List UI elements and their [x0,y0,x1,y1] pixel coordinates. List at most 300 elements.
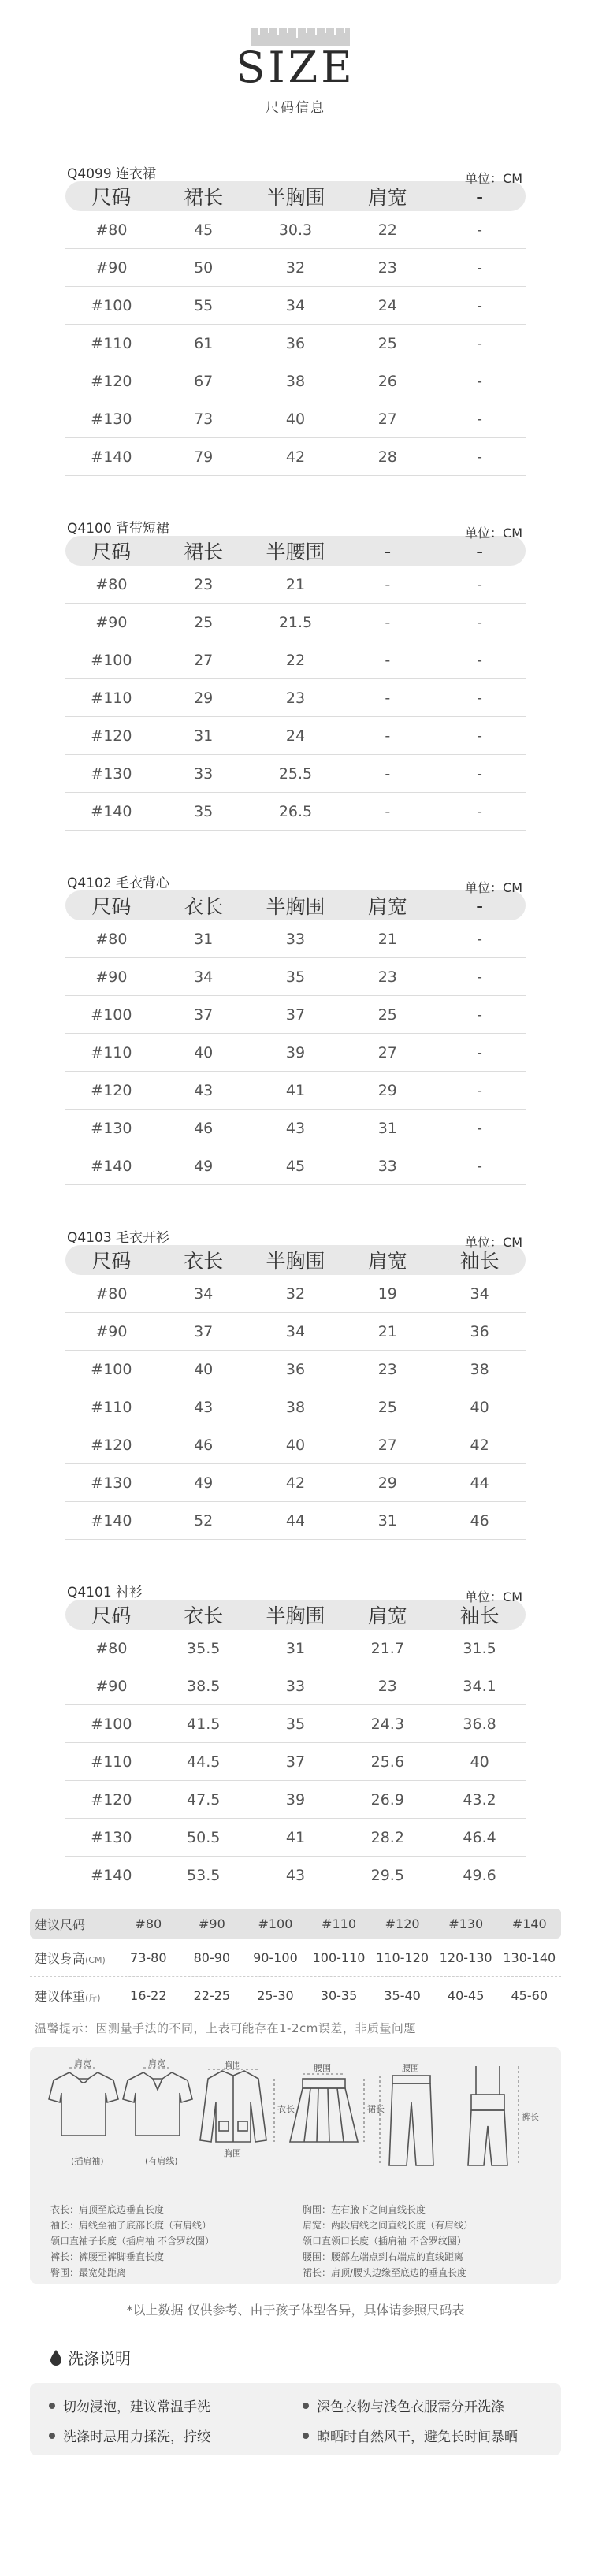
table-header-row [65,181,526,211]
table-row [65,1705,526,1743]
table-cell: 31 [285,1639,306,1657]
table-cell: - [477,448,483,466]
table-header-row [65,1245,526,1275]
table-cell: 40 [470,1753,489,1771]
table-cell: 34.1 [463,1677,496,1695]
caption: 胸围 [224,2148,241,2158]
caption: 胸围 [224,2060,241,2070]
table-row [65,325,526,362]
table-cell: - [477,651,483,669]
recommend-table [30,1909,561,2014]
table-cell: 67 [194,372,214,390]
column-header: 尺码 [91,1250,132,1273]
table-row [65,1426,526,1464]
table-row [65,641,526,679]
product-title: Q4101 衬衫 [67,1585,143,1600]
table-cell: 38 [285,1398,306,1416]
column-header: 衣长 [184,895,224,918]
table-cell: 24 [377,296,397,314]
table-cell: 28.2 [370,1828,404,1846]
table-cell: 31 [194,930,214,948]
recommend-size: #90 [198,1916,225,1931]
table-cell: 28 [377,448,397,466]
measurement-tip: 温馨提示：因测量手法的不同，上表可能存在1-2cm误差，非质量问题 [35,2021,416,2035]
table-cell: #120 [91,1790,132,1808]
height-label: 建议身高(CM) [35,1950,106,1966]
column-header: 尺码 [91,1604,132,1627]
column-header: 肩宽 [367,186,407,209]
table-cell: 43 [285,1119,306,1137]
table-cell: #110 [91,689,132,707]
recommend-size: #120 [385,1916,420,1931]
table-cell: - [385,727,391,745]
table-cell: #100 [91,1715,132,1733]
column-header: 肩宽 [367,1250,407,1273]
caption: 衣长 [277,2104,295,2114]
recommend-height-row [30,1939,561,1976]
table-heading [65,1218,526,1250]
table-cell: 29.5 [370,1866,404,1884]
caption: 腰围 [314,2063,331,2073]
table-cell: 46.4 [463,1828,496,1846]
table-cell: #100 [91,1360,132,1378]
table-row [65,996,526,1034]
table-cell: #90 [95,968,128,986]
table-cell: 44 [285,1511,306,1530]
table-row [65,1351,526,1388]
table-cell: 79 [194,448,214,466]
table-cell: 55 [194,296,214,314]
column-header: 半胸围 [266,1604,325,1627]
table-cell: 37 [194,1322,214,1340]
unit-label: 单位：CM [465,526,522,541]
recommend-size: #80 [135,1916,162,1931]
bullet-icon [49,2433,55,2439]
table-cell: 35 [285,1715,306,1733]
table-cell: 21 [377,1322,397,1340]
table-cell: 23 [377,1360,397,1378]
table-cell: #130 [91,1474,132,1492]
table-cell: 25 [377,1005,397,1024]
notes-left [50,2202,214,2280]
table-row [65,1034,526,1072]
table-cell: 29 [377,1081,397,1099]
table-cell: #140 [91,448,132,466]
table-cell: - [477,1157,483,1175]
table-cell: 29 [377,1474,397,1492]
recommend-weight-row [30,1976,561,2014]
bullet-icon [303,2433,309,2439]
table-cell: 33 [377,1157,397,1175]
table-cell: - [477,727,483,745]
table-row [65,1781,526,1819]
table-cell: #140 [91,1511,132,1530]
table-cell: 36 [285,334,306,352]
table-cell: - [477,221,483,239]
table-cell: 39 [285,1790,306,1808]
table-cell: 31 [194,727,214,745]
table-cell: 41 [285,1828,306,1846]
table-cell: 32 [285,258,306,277]
size-table [65,864,526,1185]
table-cell: 24 [285,727,306,745]
table-cell: 40 [470,1398,489,1416]
column-header: 尺码 [91,186,132,209]
note: 肩宽：两段肩线之间直线长度（有肩线） [303,2220,474,2231]
weight-value: 45-60 [511,1988,548,2003]
note: 领口直袖子长度（插肩袖 不含罗纹圈） [50,2236,214,2247]
table-cell: #80 [95,575,128,593]
table-row [65,400,526,438]
table-cell: 40 [194,1043,214,1061]
column-header: - [476,539,484,563]
table-row [65,1667,526,1705]
table-cell: 34 [194,968,214,986]
product-title: Q4100 背带短裙 [67,521,170,537]
table-cell: 38 [285,372,306,390]
table-cell: 25.5 [278,764,313,782]
table-cell: #90 [95,1677,128,1695]
size-subtitle: 尺码信息 [266,100,325,116]
table-cell: #120 [91,1436,132,1454]
table-cell: 46 [194,1119,214,1137]
size-header [0,0,591,134]
table-cell: 25 [377,1398,397,1416]
product-title: Q4102 毛衣背心 [67,875,170,891]
table-cell: 27 [377,410,397,428]
column-header: 肩宽 [367,895,407,918]
table-cell: #100 [91,651,132,669]
table-cell: 42 [285,1474,306,1492]
table-cell: 27 [194,651,214,669]
table-cell: 49.6 [463,1866,496,1884]
table-cell: 23 [377,968,397,986]
height-value: 120-130 [439,1950,492,1965]
note: 领口直领口长度（插肩袖 不含罗纹圈） [303,2236,466,2247]
table-cell: 22 [377,221,397,239]
caption: (有肩线) [145,2156,178,2166]
table-cell: #110 [91,1398,132,1416]
caption: 腰围 [402,2063,419,2073]
table-cell: - [477,930,483,948]
table-cell: 44 [470,1474,489,1492]
caption: 裙长 [367,2104,385,2114]
column-header: 肩宽 [367,1604,407,1627]
table-cell: 50 [194,258,214,277]
table-cell: - [477,575,483,593]
table-cell: 29 [194,689,214,707]
unit-label: 单位：CM [465,1589,522,1604]
table-cell: #110 [91,1753,132,1771]
table-cell: 31 [377,1511,397,1530]
column-header: 半胸围 [266,186,325,209]
table-cell: 27 [377,1043,397,1061]
table-row [65,1313,526,1351]
table-cell: 23 [194,575,214,593]
table-cell: - [477,1081,483,1099]
table-cell: 33 [285,930,306,948]
column-header: 裙长 [184,541,224,563]
table-cell: #80 [95,221,128,239]
table-cell: 37 [285,1753,306,1771]
table-cell: - [477,1005,483,1024]
column-header: 衣长 [184,1604,224,1627]
table-cell: - [477,968,483,986]
table-cell: #90 [95,258,128,277]
table-cell: #120 [91,1081,132,1099]
table-cell: 34 [285,296,306,314]
table-cell: 73 [194,410,214,428]
table-cell: 21 [377,930,397,948]
table-cell: 34 [470,1284,489,1303]
table-cell: 34 [194,1284,214,1303]
table-row [65,793,526,831]
table-cell: 25 [194,613,214,631]
table-cell: 35 [194,802,214,820]
height-value: 80-90 [193,1950,231,1965]
table-cell: #90 [95,1322,128,1340]
product-title: Q4099 连衣裙 [67,166,157,182]
table-cell: 31 [377,1119,397,1137]
table-row [65,1630,526,1667]
weight-value: 35-40 [384,1988,421,2003]
table-cell: 31.5 [463,1639,496,1657]
table-cell: #130 [91,764,132,782]
table-cell: #120 [91,372,132,390]
recommend-size: #130 [448,1916,484,1931]
table-row [65,1502,526,1540]
table-cell: #110 [91,334,132,352]
height-value: 130-140 [503,1950,556,1965]
bullet-icon [303,2403,309,2409]
table-row [65,679,526,717]
table-cell: 37 [194,1005,214,1024]
table-cell: 35.5 [187,1639,221,1657]
table-cell: 36.8 [463,1715,496,1733]
table-cell: #80 [95,1284,128,1303]
column-header: 半腰围 [266,541,325,563]
column-header: 裙长 [184,186,224,209]
table-heading [65,864,526,895]
table-cell: - [477,1119,483,1137]
column-header: - [384,539,392,563]
column-header: 尺码 [91,895,132,918]
table-cell: - [477,334,483,352]
table-heading [65,1573,526,1604]
table-row [65,287,526,325]
table-row [65,211,526,249]
table-cell: - [477,613,483,631]
table-cell: 40 [285,1436,306,1454]
table-header-row [65,1600,526,1630]
table-heading [65,509,526,541]
unit-label: 单位：CM [465,1235,522,1250]
column-header: 半胸围 [266,1250,325,1273]
table-cell: 26 [377,372,397,390]
column-header: 尺码 [91,541,132,563]
reference-footnote: *以上数据 仅供参考、由于孩子体型各异，具体请参照尺码表 [126,2303,465,2318]
table-row [65,604,526,641]
table-cell: 21.7 [370,1639,404,1657]
table-cell: - [477,296,483,314]
table-cell: - [477,258,483,277]
table-cell: #140 [91,1157,132,1175]
table-cell: 25 [377,334,397,352]
recommend-size: #140 [511,1916,547,1931]
table-row [65,1147,526,1185]
table-cell: - [385,689,391,707]
table-cell: - [477,764,483,782]
table-cell: 38.5 [187,1677,221,1695]
table-row [65,1110,526,1147]
weight-value: 22-25 [193,1988,231,2003]
size-table [65,154,526,476]
table-cell: - [477,1043,483,1061]
note: 腰围：腰部左端点到右端点的直线距离 [303,2251,464,2262]
caption: (插肩袖) [71,2156,104,2166]
column-header: - [476,894,484,917]
table-cell: 26.9 [370,1790,404,1808]
table-cell: 23 [377,258,397,277]
table-cell: 47.5 [187,1790,221,1808]
table-cell: - [385,802,391,820]
height-value: 100-110 [312,1950,366,1965]
table-row [65,1464,526,1502]
weight-value: 30-35 [320,1988,358,2003]
table-cell: 40 [194,1360,214,1378]
size-title: SIZE [236,43,355,92]
weight-label: 建议体重(斤) [35,1989,101,2004]
recommend-size: #100 [258,1916,293,1931]
note: 衣长：肩顶至底边垂直长度 [50,2204,165,2215]
table-cell: 42 [470,1436,489,1454]
table-cell: 35 [285,968,306,986]
table-cell: #80 [95,930,128,948]
height-value: 90-100 [253,1950,298,1965]
column-header: - [476,184,484,208]
table-cell: 24.3 [370,1715,404,1733]
unit-label: 单位：CM [465,171,522,186]
wash-item: 切勿浸泡，建议常温手洗 [49,2396,210,2415]
note: 裙长：肩顶/腰头边缘至底边的垂直长度 [303,2267,467,2278]
size-table [65,1218,526,1540]
size-table [65,509,526,831]
table-row [65,1743,526,1781]
table-row [65,249,526,287]
table-cell: 43 [285,1866,306,1884]
table-row [65,362,526,400]
note: 胸围：左右腋下之间直线长度 [303,2204,426,2215]
table-row [65,1819,526,1857]
table-cell: - [385,651,391,669]
table-header-row [65,890,526,920]
table-cell: - [385,764,391,782]
table-cell: 33 [194,764,214,782]
table-cell: 37 [285,1005,306,1024]
caption: 裤长 [522,2112,539,2122]
table-cell: 39 [285,1043,306,1061]
table-cell: 36 [470,1322,489,1340]
table-cell: 46 [470,1511,489,1530]
table-cell: #120 [91,727,132,745]
table-cell: 33 [285,1677,306,1695]
table-row [65,958,526,996]
table-cell: 42 [285,448,306,466]
caption: 肩宽 [148,2058,165,2069]
table-cell: 43 [194,1081,214,1099]
column-header: 袖长 [459,1250,500,1273]
table-cell: 19 [377,1284,397,1303]
table-cell: 49 [194,1157,214,1175]
table-cell: - [477,689,483,707]
product-title: Q4103 毛衣开衫 [67,1230,170,1246]
table-cell: 32 [285,1284,306,1303]
table-cell: 38 [470,1360,489,1378]
table-cell: 53.5 [187,1866,221,1884]
bullet-icon [49,2403,55,2409]
table-cell: - [477,410,483,428]
table-cell: #130 [91,1119,132,1137]
table-cell: 45 [285,1157,306,1175]
table-cell: #130 [91,410,132,428]
table-cell: 27 [377,1436,397,1454]
table-row [65,438,526,476]
table-cell: 49 [194,1474,214,1492]
table-cell: 43 [194,1398,214,1416]
size-table [65,1573,526,1894]
table-cell: #140 [91,1866,132,1884]
measure-guide-panel [30,2047,561,2284]
column-header: 半胸围 [266,895,325,918]
table-cell: #90 [95,613,128,631]
wash-item: 晾晒时自然风干，避免长时间暴晒 [303,2425,518,2445]
table-cell: 21 [285,575,306,593]
table-cell: 61 [194,334,214,352]
table-cell: 41 [285,1081,306,1099]
table-cell: #80 [95,1639,128,1657]
table-row [65,1072,526,1110]
weight-value: 25-30 [257,1988,294,2003]
table-cell: 45 [194,221,214,239]
weight-value: 16-22 [130,1988,167,2003]
table-cell: #110 [91,1043,132,1061]
table-cell: 23 [285,689,306,707]
table-cell: - [385,575,391,593]
height-value: 73-80 [130,1950,167,1965]
table-cell: 30.3 [278,221,313,239]
note: 裤长：裤腰至裤脚垂直长度 [50,2251,165,2262]
table-cell: 25.6 [370,1753,404,1771]
wash-item: 深色衣物与浅色衣服需分开洗涤 [303,2396,504,2415]
column-header: 衣长 [184,1250,224,1273]
caption: 肩宽 [74,2058,91,2069]
table-header-row [65,536,526,566]
table-cell: 21.5 [278,613,313,631]
table-cell: 50.5 [187,1828,221,1846]
table-cell: 23 [377,1677,397,1695]
table-cell: #130 [91,1828,132,1846]
table-cell: 43.2 [463,1790,496,1808]
table-cell: 22 [285,651,306,669]
water-drop-icon [49,2349,63,2366]
table-row [65,755,526,793]
wash-instructions [30,2383,561,2455]
table-row [65,566,526,604]
table-cell: - [477,802,483,820]
table-heading [65,154,526,186]
table-cell: #140 [91,802,132,820]
wash-title-text: 洗涤说明 [68,2349,131,2368]
